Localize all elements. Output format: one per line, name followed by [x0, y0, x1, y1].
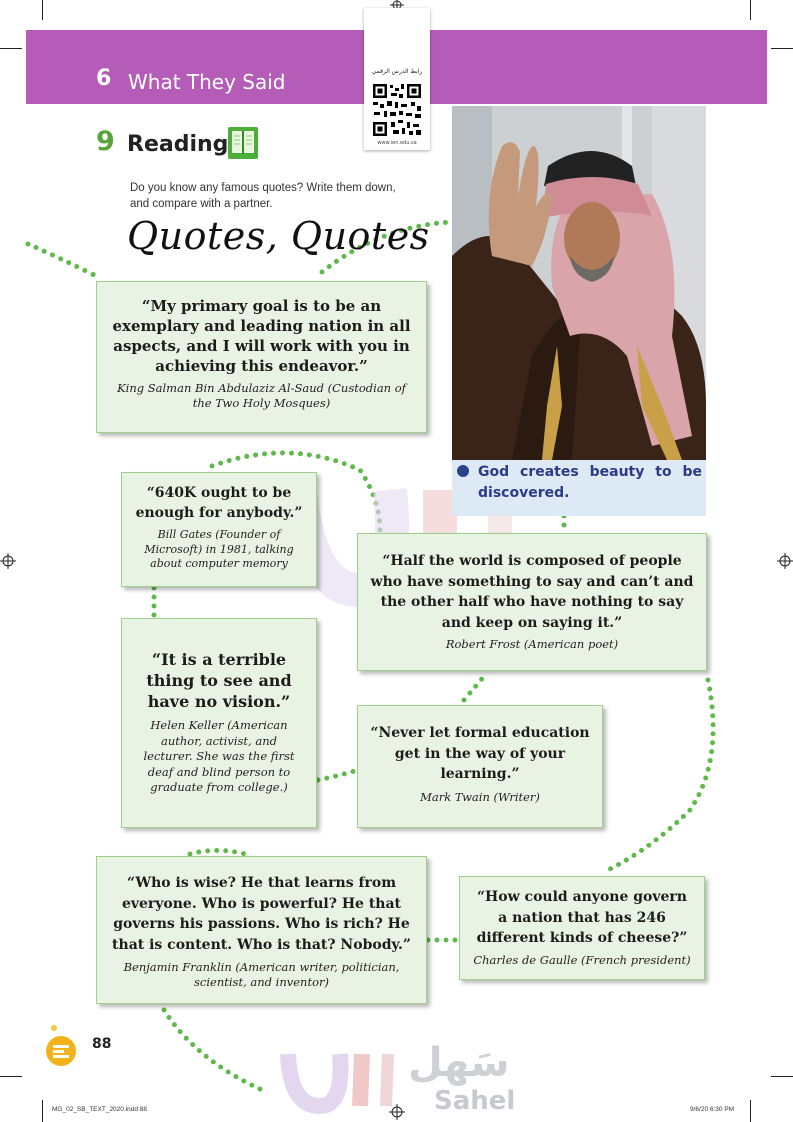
quote-author: Charles de Gaulle (French president): [473, 952, 691, 967]
quotes-heading: Quotes, Quotes: [127, 214, 430, 258]
quote-card-mark-twain: [357, 705, 603, 828]
unit-title: What They Said: [128, 70, 286, 94]
qr-url: www.ien.edu.sa: [377, 140, 417, 146]
print-file-info: MG_02_SB_TEXT_2020.indd 88: [52, 1106, 148, 1113]
page-number: 88: [92, 1036, 112, 1052]
quote-card-benjamin-franklin: [96, 856, 427, 1004]
quote-text: “Who is wise? He that learns from everyone. Who is powerful? He that governs his passions. Who is rich? He that is content. Who is that? Nobody.”: [112, 875, 411, 953]
photo-caption-line-2: discovered.: [478, 485, 570, 501]
quote-card-charles-de-gaulle: [459, 876, 705, 980]
section-number: 9: [96, 126, 115, 157]
quote-text: “It is a terrible thing to see and have no vision.”: [146, 650, 292, 711]
king-salman-photo: [452, 106, 706, 460]
print-date-info: 9/6/20 6:30 PM: [690, 1106, 735, 1113]
sahel-watermark-latin: Sahel: [434, 1086, 516, 1116]
quote-text: “How could anyone govern a nation that has 246 different kinds of cheese?”: [476, 889, 688, 946]
unit-number: 6: [96, 66, 112, 91]
sahel-watermark-icon: [280, 1046, 400, 1116]
sahel-watermark-arabic: سَهل: [408, 1040, 510, 1086]
quote-text: “640K ought to be enough for anybody.”: [135, 485, 303, 521]
quote-text: “My primary goal is to be an exemplary and leading nation in all aspects, and I will work with you in achieving this endeavor.”: [112, 297, 411, 375]
quote-card-bill-gates: [121, 472, 317, 587]
quote-card-king-salman: [96, 281, 427, 433]
quote-card-robert-frost: [357, 533, 707, 671]
quote-card-helen-keller: [121, 618, 317, 828]
quote-author: Mark Twain (Writer): [420, 789, 540, 804]
quote-author: Benjamin Franklin (American writer, politician, scientist, and inventor): [123, 960, 400, 989]
quote-author: Robert Frost (American poet): [445, 637, 619, 651]
qr-caption: رابط الدرس الرقمي: [371, 68, 423, 75]
unit-logo-icon: [44, 1022, 78, 1068]
caption-bullet-icon: [457, 465, 469, 477]
quote-text: “Half the world is composed of people who have something to say and can’t and the other half who have nothing to say and keep on saying it.”: [370, 553, 694, 631]
reading-instructions: Do you know any famous quotes? Write them down, and compare with a partner.: [130, 182, 396, 210]
section-title: Reading: [127, 132, 229, 157]
quote-author: King Salman Bin Abdulaziz Al-Saud (Custodian of the Two Holy Mosques): [117, 381, 406, 410]
portrait-illustration: [452, 106, 706, 460]
photo-caption-line-1: God creates beauty to be: [478, 464, 702, 480]
quote-text: “Never let formal education get in the way of your learning.”: [370, 725, 590, 782]
quote-author: Helen Keller (American author, activist, and lecturer. She was the first deaf and blind person to graduate from college.): [143, 718, 295, 794]
photo-caption-box: [452, 460, 706, 516]
quote-author: Bill Gates (Founder of Microsoft) in 1981, talking about computer memory: [144, 528, 294, 570]
